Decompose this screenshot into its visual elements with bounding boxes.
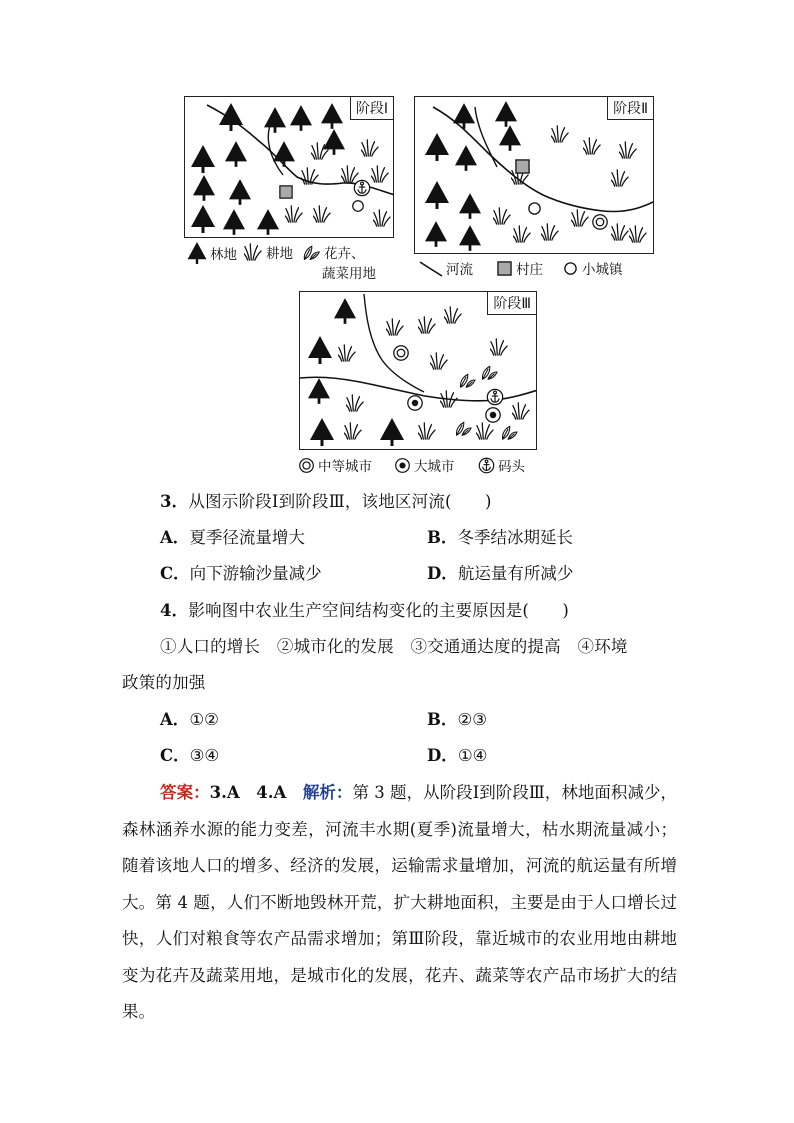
legend-river [418,258,473,278]
option-text: ①④ [457,746,488,765]
forest-icon [257,209,279,235]
stage2-drawing [415,97,654,254]
flower-veg-icon [482,366,497,379]
legend-flower-veg-line2 [322,262,376,282]
stage3-drawing [300,292,537,450]
question3-stem [160,488,492,512]
option-text: ③④ [189,746,220,765]
forest-icon [455,145,477,171]
forest-icon [453,103,475,129]
legend-row1 [186,240,406,280]
forest-icon [186,242,208,264]
farmland-icon [551,126,568,142]
option-key: D． [427,746,458,765]
forest-icon [425,181,449,209]
legend-flower-veg-label-line2: 蔬菜用地 [322,266,376,282]
question4-text: 影响图中农业生产空间结构变化的主要原因是( ) [188,601,570,620]
farmland-icon [285,206,302,222]
question4-option-d [427,742,487,766]
farmland-icon [541,224,558,240]
farmland-icon [513,226,530,242]
forest-icon [229,179,251,205]
option-text: 航运量有所减少 [457,564,574,583]
legend-farmland [244,242,293,262]
stage3-map [299,291,537,450]
farmland-icon [341,166,358,182]
village-icon [280,186,292,198]
dock-icon [487,389,502,404]
question4-option-c [160,742,219,766]
legend-row3 [298,455,538,477]
legend-row2 [418,258,648,280]
flower-veg-icon [456,422,471,435]
option-text: ②③ [457,710,488,729]
option-text: 夏季径流量增大 [189,528,305,547]
forest-icon [219,103,243,131]
option-key: A． [160,528,190,547]
farmland-icon [386,319,403,335]
legend-farmland-label: 耕地 [266,246,293,262]
river-icon [418,258,444,278]
question3-text: 从图示阶段Ⅰ到阶段Ⅲ，该地区河流( ) [188,492,492,511]
forest-icon [495,101,517,127]
option-key: A． [160,710,190,729]
forest-icon [310,418,334,446]
option-key: B． [427,710,458,729]
farmland-icon [361,140,378,156]
town-icon [529,203,540,214]
farmland-icon [373,210,390,226]
farmland-icon [619,142,636,158]
forest-icon [425,221,447,247]
legend-flower-veg [302,242,365,262]
farmland-icon [430,353,447,369]
legend-large-city-label: 大城市 [414,459,455,475]
farmland-icon [490,339,507,355]
medium-city-icon [298,455,316,475]
option-text: ①② [189,710,219,729]
farmland-icon [583,138,600,154]
legend-forest [186,242,237,264]
forest-icon [264,107,286,133]
stage2-label: 阶段Ⅱ [607,96,654,120]
option-key: C． [160,746,190,765]
flower-veg-icon [460,374,475,387]
legend-medium-city-label: 中等城市 [318,459,372,475]
legend-town [562,258,623,278]
legend-large-city [394,455,455,475]
large-city-icon [486,408,500,422]
forest-icon [321,103,343,129]
legend-forest-label: 林地 [210,247,237,263]
analysis-label: 解析： [302,783,353,802]
stage2-map [414,96,654,254]
farmland-icon [629,226,646,242]
legend-medium-city [298,455,372,475]
legend-river-label: 河流 [446,262,473,278]
question4-choices-line2: 政策的加强 [122,673,206,692]
forest-icon [191,205,215,233]
stage1-map [184,96,394,238]
forest-icon [323,129,345,155]
farmland-icon [493,208,510,224]
forest-icon [273,141,295,167]
option-text: 冬季结冰期延长 [457,528,573,547]
farmland-icon [476,423,493,439]
medium-city-icon [394,346,408,360]
farmland-icon [444,307,461,323]
question3-option-b [427,524,573,548]
large-city-icon [394,455,412,475]
stage3-label: 阶段Ⅲ [487,291,537,315]
dock-icon [478,455,496,475]
farmland-icon [611,224,628,240]
option-key: C． [160,564,190,583]
forest-icon [193,175,215,201]
answer-label: 答案： [160,783,210,802]
forest-icon [425,133,449,161]
analysis-text: 第 3 题，从阶段Ⅰ到阶段Ⅲ，林地面积减少，森林涵养水源的能力变差，河流丰水期(夏季)流量增大，枯水期流量减小；随着该地人口的增多、经济的发展，运输需求量增加，河流的航运量有所增大。第 4 题，人们不断地毁林开荒，扩大耕地面积，主要是由于人口增长过快，人们对粮食等农产品需求增加；第Ⅲ阶段，靠近城市的农业用地由耕地变为花卉及蔬菜用地，是城市化的发展，花卉、蔬菜等农产品市场扩大的结果。 [122,783,678,1021]
question3-option-c [160,560,322,584]
farmland-icon [313,206,330,222]
flower-veg-icon [302,242,322,262]
question4-choices-line1: ①人口的增长 ②城市化的发展 ③交通通达度的提高 ④环境 [160,637,628,656]
legend-flower-veg-label-line1: 花卉、 [324,246,365,262]
farmland-icon [244,242,264,262]
farmland-icon [512,403,529,419]
forest-icon [290,105,312,131]
question4-stem [160,597,569,621]
farmland-icon [344,423,361,439]
forest-icon [459,193,481,219]
answer-values: 3.A 4.A [209,783,287,802]
forest-icon [223,209,245,235]
question4-option-a [160,706,219,730]
medium-city-icon [593,215,607,229]
question4-number: 4． [160,601,189,620]
question3-option-a [160,524,305,548]
legend-village-label: 村庄 [516,262,543,278]
town-icon [562,258,580,278]
farmland-icon [611,170,628,186]
farmland-icon [418,423,435,439]
forest-icon [308,336,332,364]
legend-dock-label: 码头 [498,459,525,475]
forest-icon [308,378,330,404]
flower-veg-icon [502,426,517,439]
question3-number: 3． [160,492,189,511]
village-icon [516,160,529,173]
option-text: 向下游输沙量减少 [189,564,322,583]
river-branch [364,294,424,392]
farmland-icon [571,210,588,226]
option-key: B． [427,528,458,547]
option-key: D． [427,564,458,583]
forest-icon [380,418,404,446]
legend-village [496,258,543,278]
farmland-icon [338,345,355,361]
forest-icon [499,125,521,151]
stage1-label: 阶段Ⅰ [350,96,394,120]
forest-icon [191,145,215,173]
forest-icon [225,141,247,167]
farmland-icon [418,317,435,333]
large-city-icon [408,396,422,410]
farmland-icon [371,166,388,182]
dock-icon [354,180,369,195]
question4-option-b [427,706,487,730]
town-icon [353,201,364,212]
forest-icon [334,298,356,324]
village-icon [496,258,514,278]
legend-town-label: 小城镇 [582,262,623,278]
forest-icon [459,225,481,251]
farmland-icon [346,395,363,411]
legend-dock [478,455,525,475]
question3-option-d [427,560,573,584]
answer-block [122,775,677,1031]
